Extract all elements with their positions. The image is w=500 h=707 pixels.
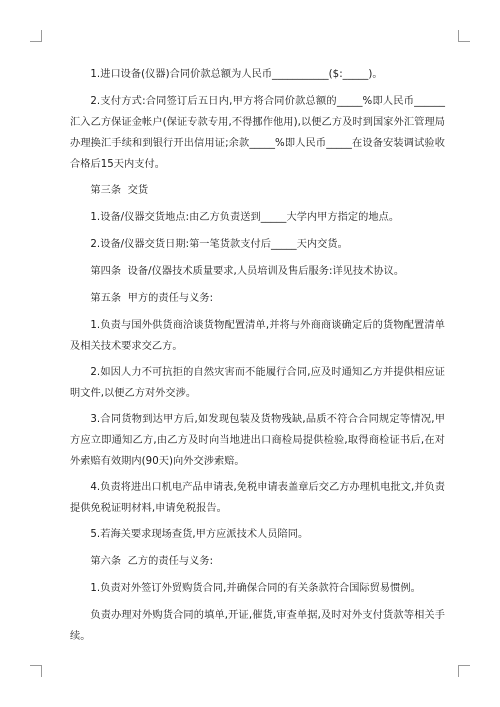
paragraph-party-b-duty-2: 负责办理对外购货合同的填单,开证,催货,审查单据,及时对外支付货款等相关手续。 bbox=[70, 610, 445, 642]
paragraph-party-a-duty-1: 1.负责与国外供货商洽谈货物配置清单,并将与外商商谈确定后的货物配置清单及相关技术要求交乙方。 bbox=[70, 320, 445, 352]
document-body bbox=[70, 64, 445, 653]
heading-article-3: 第三条 交货 bbox=[90, 185, 149, 196]
heading-article-5: 第五条 甲方的责任与义务: bbox=[90, 293, 214, 304]
paragraph-delivery-location: 1.设备/仪器交货地点:由乙方负责送到_____大学内甲方指定的地点。 bbox=[90, 212, 400, 223]
paragraph-contract-total: 1.进口设备(仪器)合同价款总额为人民币___________($:_____)。 bbox=[90, 69, 383, 80]
paragraph-party-a-duty-4: 4.负责将进出口机电产品申请表,免税申请表盖章后交乙方办理机电批文,并负责提供免税证明材料,申请免税报告。 bbox=[70, 482, 445, 514]
paragraph-party-a-duty-3: 3.合同货物到达甲方后,如发现包装及货物残缺,品质不符合合同规定等情况,甲方应立即通知乙方,由乙方及时向当地进出口商检局提供检验,取得商检证书后,在对外索赔有效期内(90天)向外交涉索赔。 bbox=[70, 414, 445, 467]
paragraph-party-a-duty-5: 5.若海关要求现场查货,甲方应派技术人员陪同。 bbox=[90, 529, 309, 540]
heading-article-4: 第四条 设备/仪器技术质量要求,人员培训及售后服务:详见技术协议。 bbox=[90, 266, 405, 277]
paragraph-payment-method: 2.支付方式:合同签订后五日内,甲方将合同价款总额的_____%即人民币______汇入乙方保证金帐户(保证专款专用,不得挪作他用),以便乙方及时到国家外汇管理局办理换汇手续和到银行开出信用证;余款_____%即人民币_____在设备安装调试验收合格后15天内支付。 bbox=[70, 96, 445, 170]
heading-article-6: 第六条 乙方的责任与义务: bbox=[90, 556, 214, 567]
paragraph-delivery-date: 2.设备/仪器交货日期:第一笔货款支付后_____天内交货。 bbox=[90, 239, 348, 250]
paragraph-party-b-duty-1: 1.负责对外签订外贸购货合同,并确保合同的有关条款符合国际贸易惯例。 bbox=[90, 583, 421, 594]
paragraph-party-a-duty-2: 2.如因人力不可抗拒的自然灾害而不能履行合同,应及时通知乙方并提供相应证明文件,以便乙方对外交涉。 bbox=[70, 367, 445, 399]
